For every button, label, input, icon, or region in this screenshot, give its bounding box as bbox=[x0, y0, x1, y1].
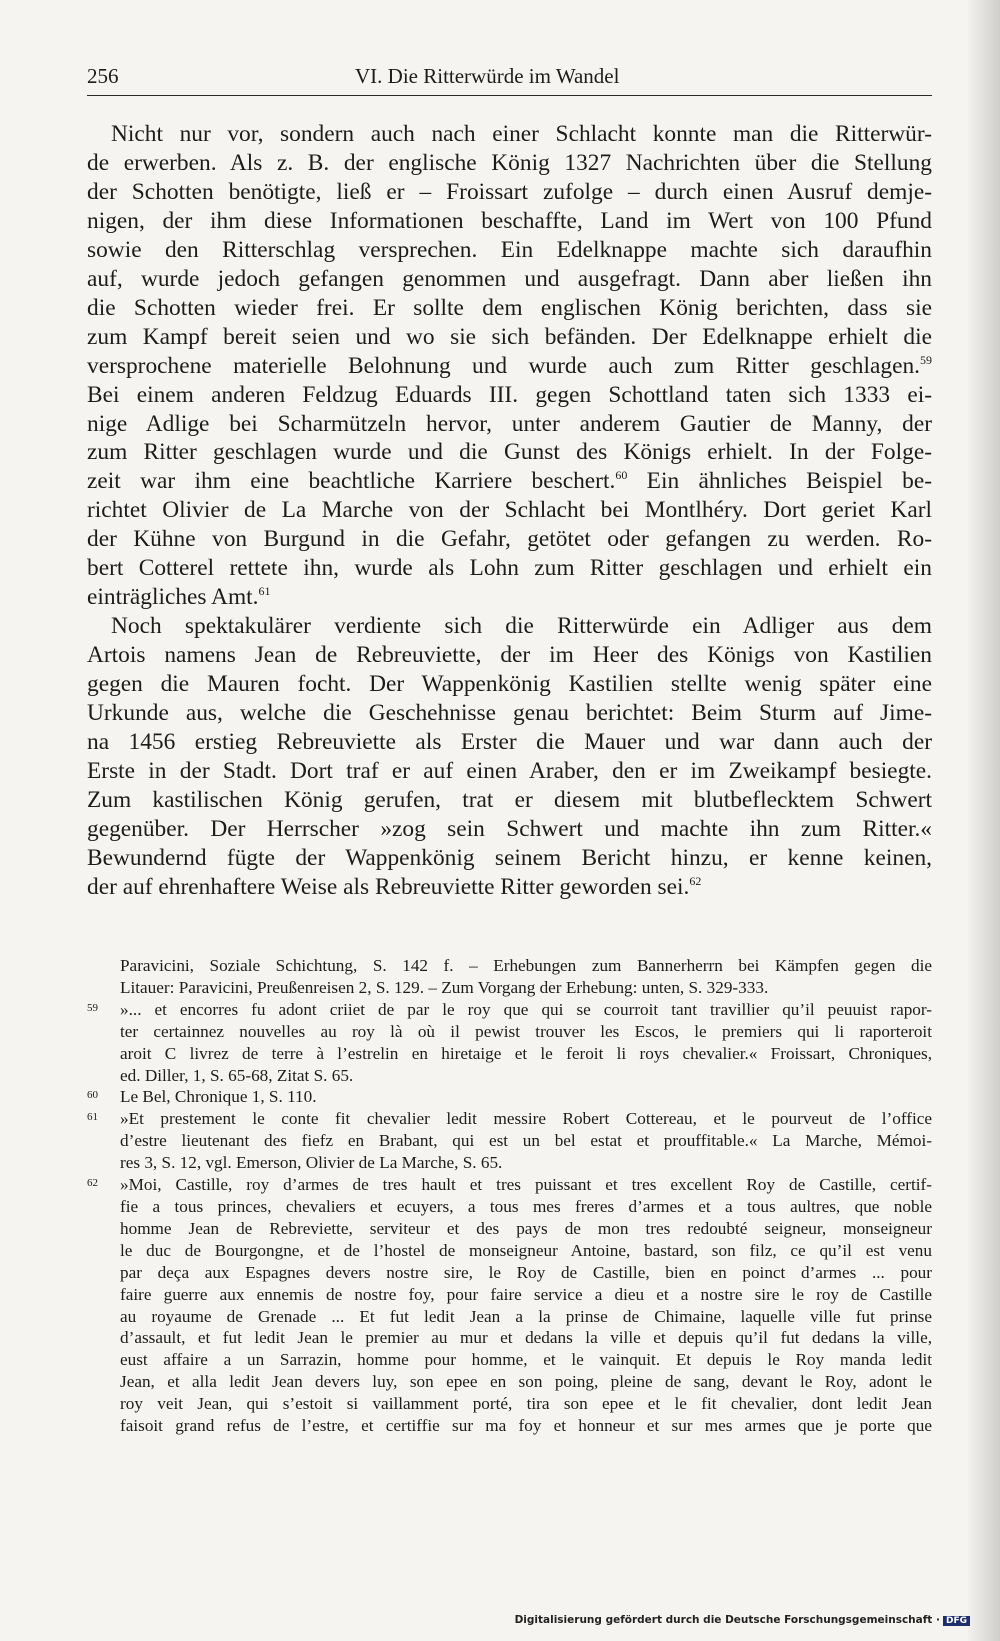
dfg-logo: DFG bbox=[943, 1616, 970, 1626]
page-number: 256 bbox=[87, 64, 119, 88]
text-line: die Schotten wieder frei. Er sollte dem englischen König berichten, dass sie bbox=[87, 294, 932, 321]
footnote-line: roy veit Jean, qui s’estoit si vaillamment porté, tira son epee et le fit chevalier, dont ledit Jean bbox=[120, 1394, 932, 1414]
footnote-number: 59 bbox=[87, 1001, 98, 1014]
credit-text: Digitalisierung gefördert durch die Deutsche Forschungsgemeinschaft · bbox=[514, 1614, 940, 1626]
text-line: na 1456 erstieg Rebreuviette als Erster die Mauer und war dann auch der bbox=[87, 729, 932, 756]
text-line: nige Adlige bei Scharmützeln hervor, unter anderem Gautier de Manny, der bbox=[87, 410, 932, 437]
text-line: Bei einem anderen Feldzug Eduards III. gegen Schottland taten sich 1333 ei- bbox=[87, 381, 932, 408]
header-rule bbox=[87, 95, 932, 96]
text-line: der Schotten benötigte, ließ er – Froissart zufolge – durch einen Ausruf demje- bbox=[87, 178, 932, 205]
footnote-line: »Moi, Castille, roy d’armes de tres hault et tres puissant et tres excellent Roy de Castille, certif- bbox=[120, 1175, 932, 1195]
text-line: sowie den Ritterschlag versprechen. Ein Edelknappe machte sich daraufhin bbox=[87, 236, 932, 263]
text-line: de erwerben. Als z. B. der englische König 1327 Nachrichten über die Stellung bbox=[87, 149, 932, 176]
footnote-59 bbox=[87, 999, 932, 1087]
page-edge-shadow bbox=[968, 0, 1000, 1641]
footnote-line: eust affaire a un Sarrazin, homme pour homme, et le vainquit. Et depuis le Roy manda ledit bbox=[120, 1350, 932, 1370]
footnote-line: d’assault, et fut ledit Jean le premier au mur et dedans la ville et depuis qu’il fut dedans la ville, bbox=[120, 1328, 932, 1348]
page-header bbox=[87, 60, 932, 100]
footnote-line: homme Jean de Rebreviette, serviteur et des pays de mon tres redoubté seigneur, monseigneur bbox=[120, 1218, 932, 1238]
text-line bbox=[87, 467, 932, 496]
footnote-number: 61 bbox=[87, 1111, 98, 1124]
text-line bbox=[87, 352, 932, 381]
text-line bbox=[87, 583, 932, 612]
text-fragment: Ein ähnliches Beispiel be- bbox=[627, 468, 932, 495]
footnote-line: res 3, S. 12, vgl. Emerson, Olivier de La Marche, S. 65. bbox=[120, 1153, 503, 1173]
text-line: nigen, der ihm diese Informationen beschaffte, Land im Wert von 100 Pfund bbox=[87, 207, 932, 234]
footnote-ref[interactable]: 62 bbox=[689, 873, 702, 888]
footnote-line: par deça aux Espagnes devers nostre sire, le Roy de Castille, bien en poinct d’armes ... pour bbox=[120, 1262, 932, 1282]
footnote-number: 62 bbox=[87, 1177, 98, 1190]
footnote-line: Paravicini, Soziale Schichtung, S. 142 f. – Erhebungen zum Bannerherrn bei Kämpfen gegen die bbox=[120, 956, 932, 975]
footnote-line: le duc de Bourgongne, et de l’hostel de monseigneur Antoine, bastard, son filz, ce qu’il est venu bbox=[120, 1240, 932, 1260]
text-line: bert Cotterel rettete ihn, wurde als Lohn zum Ritter geschlagen und erhielt ein bbox=[87, 555, 932, 582]
footnote-line: Litauer: Paravicini, Preußenreisen 2, S. 129. – Zum Vorgang der Erhebung: unten, S. 329-333. bbox=[120, 977, 769, 997]
text-line: Erste in der Stadt. Dort traf er auf einen Araber, den er im Zweikampf besiegte. bbox=[87, 757, 932, 784]
running-title: VI. Die Ritterwürde im Wandel bbox=[355, 64, 620, 88]
footnote-line: Jean, et alla ledit Jean devers luy, son epee en son poing, pleine de sang, devant le Roy, adont le bbox=[120, 1372, 932, 1392]
text-fragment: versprochene materielle Belohnung und wurde auch zum Ritter geschlagen. bbox=[87, 352, 920, 379]
footnote-line: faire guerre aux ennemis de nostre foy, pour faire service a dieu et a nostre sire le roy de Castille bbox=[120, 1284, 932, 1304]
text-line: gegenüber. Der Herrscher »zog sein Schwert und machte ihn zum Ritter.« bbox=[87, 815, 932, 842]
text-line: Bewundernd fügte der Wappenkönig seinem Bericht hinzu, er kenne keinen, bbox=[87, 844, 932, 871]
text-line bbox=[87, 873, 932, 902]
footnote-line: aroit C livrez de terre à l’estrelin en hiretaige et le feroit li roys chevalier.« Froissart, Chroniques, bbox=[120, 1043, 932, 1063]
text-line: Artois namens Jean de Rebreuviette, der im Heer des Königs von Kastilien bbox=[87, 642, 932, 669]
footnote-line: ter certainnez nouvelles au roy là où il pewist trouver les Escos, le premiers qui li raporteroit bbox=[120, 1021, 932, 1041]
footnote-line: fie a tous princes, chevaliers et ecuyers, a tous mes freres d’armes et a tous aultres, que noble bbox=[120, 1196, 932, 1216]
text-fragment: einträgliches Amt. bbox=[87, 584, 259, 611]
text-line: Zum kastilischen König gerufen, trat er diesem mit blutbeflecktem Schwert bbox=[87, 786, 932, 813]
text-line: zum Ritter geschlagen wurde und die Gunst des Königs erhielt. In der Folge- bbox=[87, 439, 932, 466]
footnote-ref[interactable]: 61 bbox=[258, 584, 271, 599]
footnote-62 bbox=[87, 1174, 932, 1437]
footnote-continued bbox=[87, 955, 932, 999]
text-line: zum Kampf bereit seien und wo sie sich befänden. Der Edelknappe erhielt die bbox=[87, 323, 932, 350]
footnote-line: faisoit grand refus de l’estre, et certiffie sur ma foy et honneur et sur mes armes que je porte que bbox=[120, 1416, 932, 1436]
footnote-line: au royaume de Grenade ... Et fut ledit Jean a la prinse de Chimaine, laquelle ville fut prinse bbox=[120, 1306, 932, 1326]
text-line: auf, wurde jedoch gefangen genommen und ausgefragt. Dann aber ließen ihn bbox=[87, 265, 932, 292]
footnote-ref[interactable]: 60 bbox=[615, 468, 628, 483]
paragraph bbox=[87, 120, 932, 612]
text-fragment: der auf ehrenhaftere Weise als Rebreuviette Ritter geworden sei. bbox=[87, 873, 690, 900]
footnote-line: ed. Diller, 1, S. 65-68, Zitat S. 65. bbox=[120, 1065, 354, 1085]
footnote-60 bbox=[87, 1086, 932, 1108]
footnotes bbox=[87, 955, 932, 1437]
footnote-number: 60 bbox=[87, 1089, 98, 1102]
text-line: gegen die Mauren focht. Der Wappenkönig Kastilien stellte wenig später eine bbox=[87, 671, 932, 698]
footnote-61 bbox=[87, 1108, 932, 1174]
footnote-ref[interactable]: 59 bbox=[920, 352, 932, 367]
text-line: richtet Olivier de La Marche von der Schlacht bei Montlhéry. Dort geriet Karl bbox=[87, 497, 932, 524]
digitization-credit bbox=[515, 1614, 970, 1626]
footnote-line: »... et encorres fu adont criiet de par le roy que qui se courroit tant travillier qu’il peuuist rapor- bbox=[120, 999, 932, 1019]
footnote-line: »Et prestement le conte fit chevalier ledit messire Robert Cottereau, et le pourveut de l’office bbox=[120, 1109, 932, 1129]
text-line: der Kühne von Burgund in die Gefahr, getötet oder gefangen zu werden. Ro- bbox=[87, 526, 932, 553]
paragraph bbox=[87, 612, 932, 902]
text-line: Nicht nur vor, sondern auch nach einer Schlacht konnte man die Ritterwür- bbox=[111, 121, 932, 147]
main-text bbox=[87, 120, 932, 902]
footnote-line: d’estre lieutenant des fiefz en Brabant, qui est un bel estat et prouffitable.« La Marche, Mémoi- bbox=[120, 1131, 932, 1151]
text-fragment: zeit war ihm eine beachtliche Karriere beschert. bbox=[87, 468, 616, 495]
text-line: Urkunde aus, welche die Geschehnisse genau berichtet: Beim Sturm auf Jime- bbox=[87, 700, 932, 727]
footnote-line: Le Bel, Chronique 1, S. 110. bbox=[120, 1087, 317, 1107]
text-line: Noch spektakulärer verdiente sich die Ritterwürde ein Adliger aus dem bbox=[111, 613, 932, 640]
